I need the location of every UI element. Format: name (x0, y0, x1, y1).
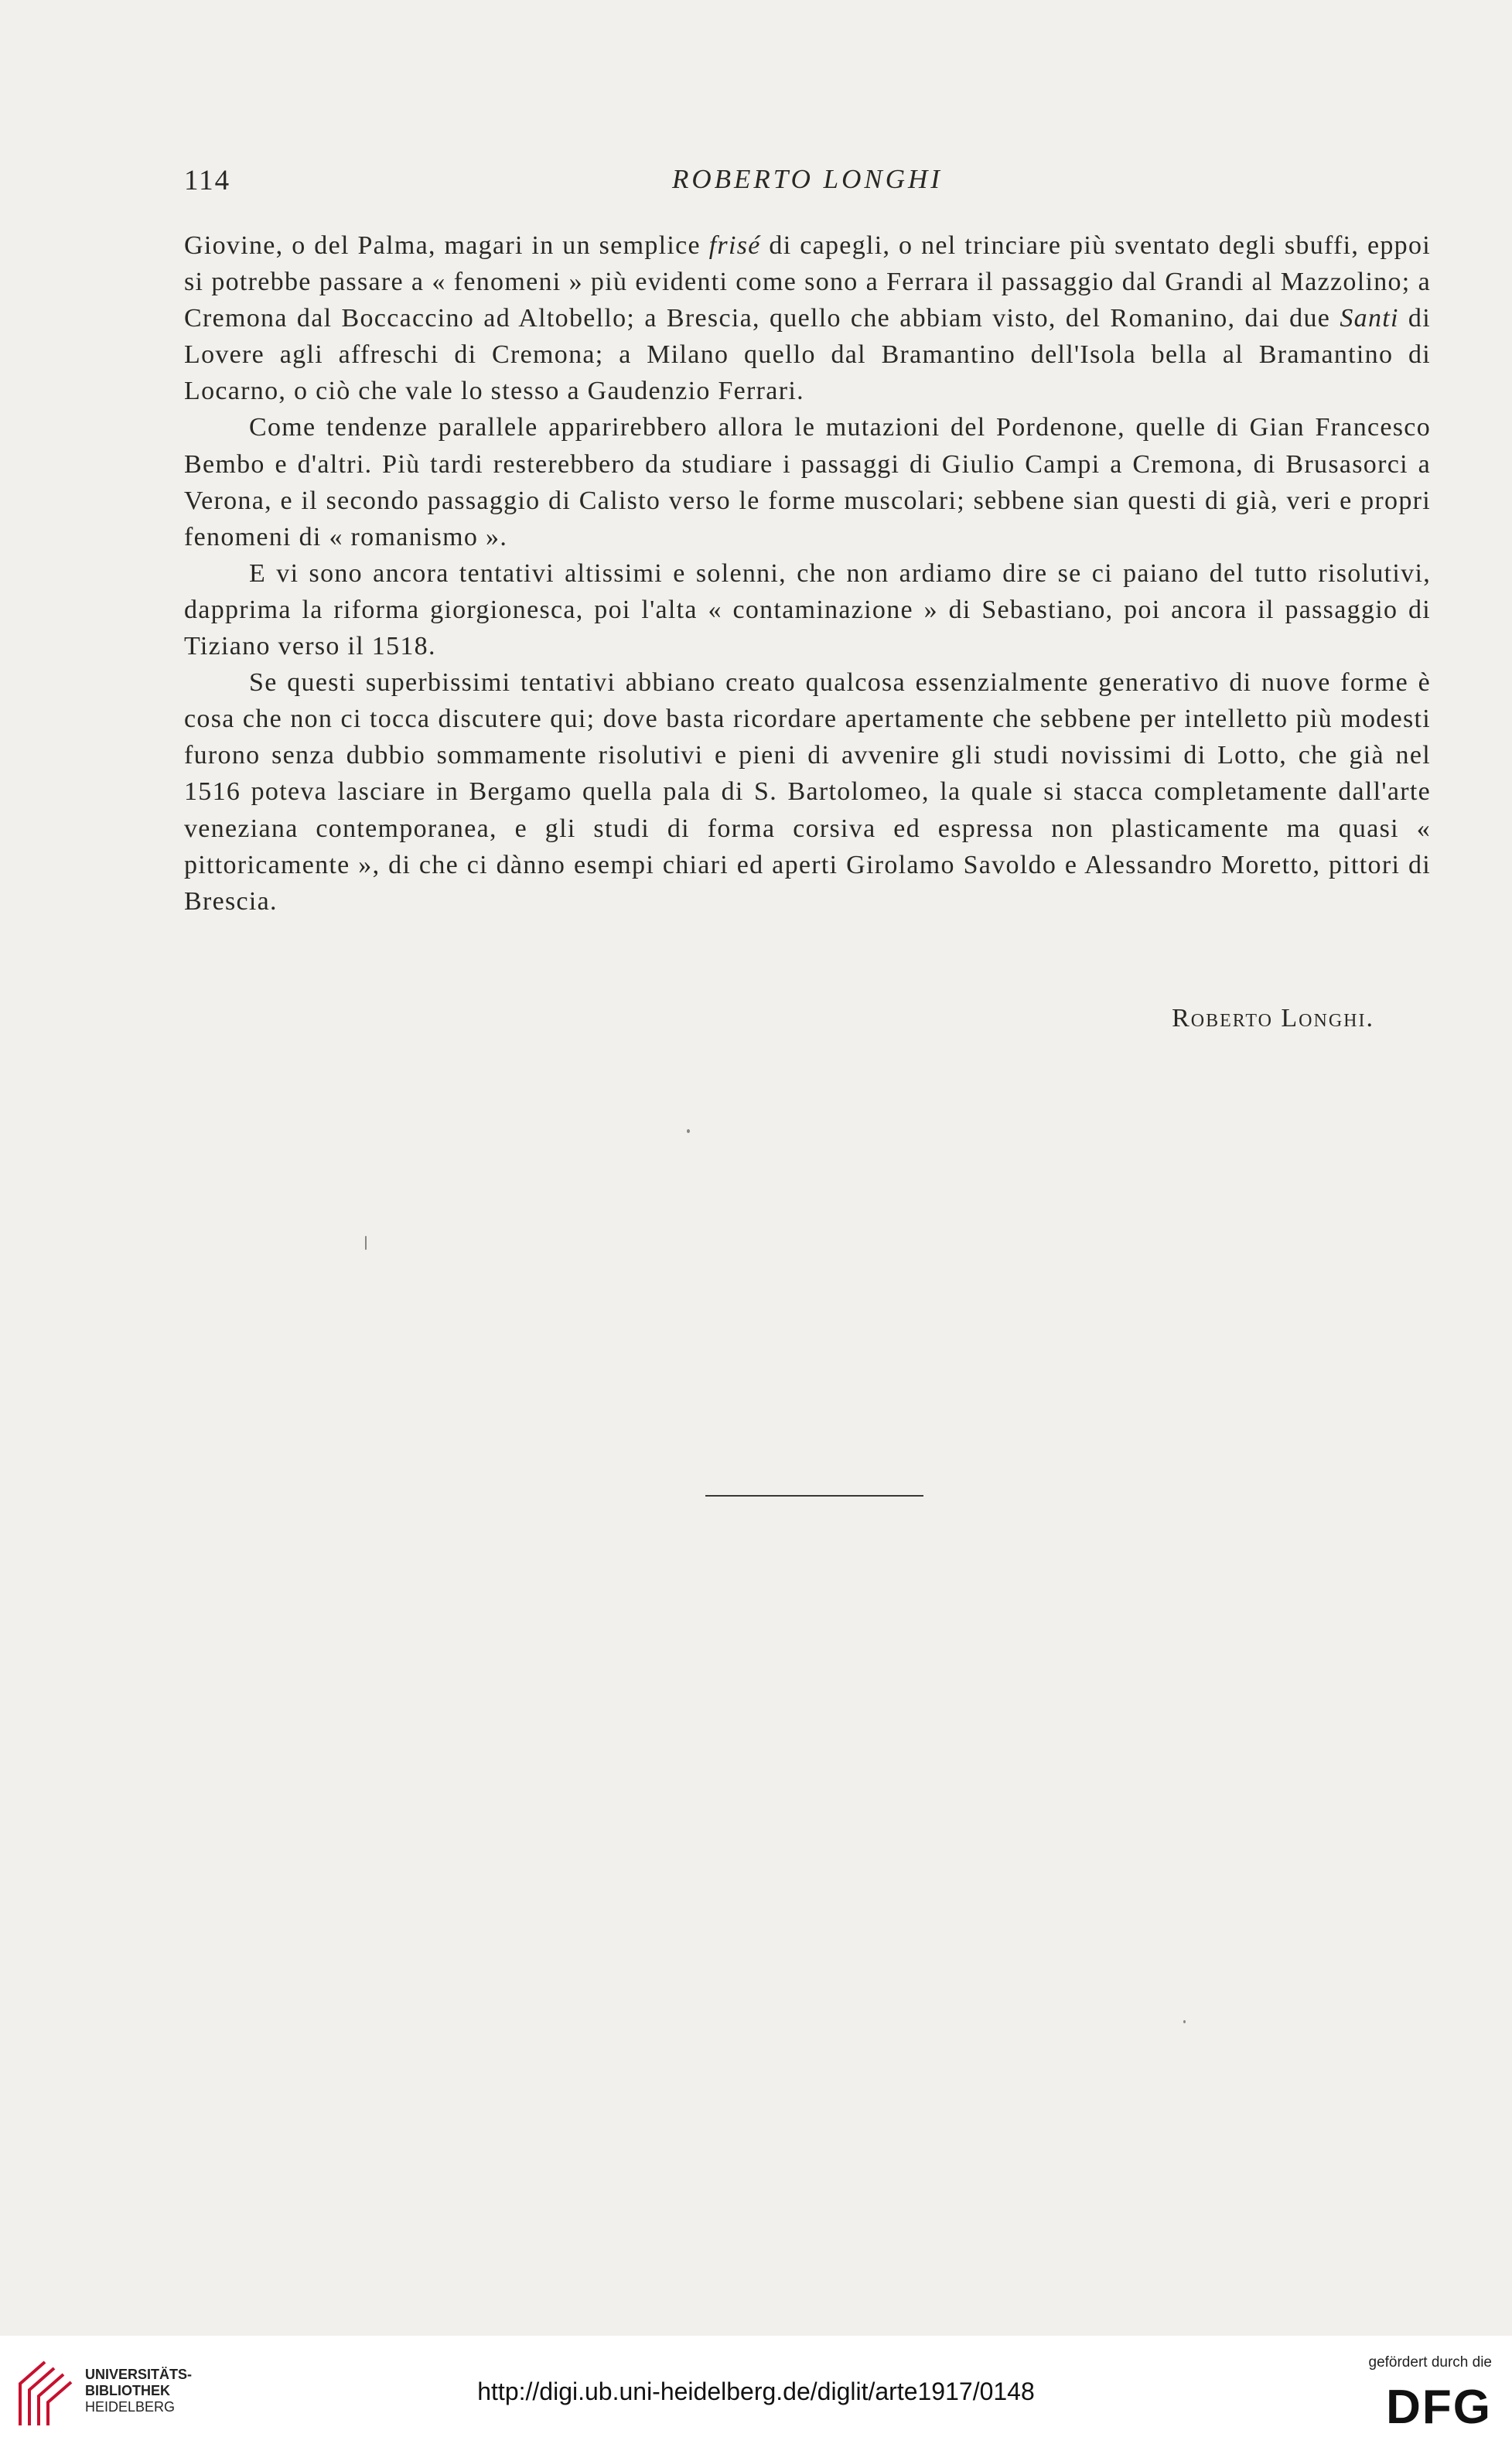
paragraph-3: E vi sono ancora tentativi altissimi e solenni, che non ardiamo dire se ci paiano del tutto risolutivi, dapprima la riforma giorgionesca, poi l'alta « contaminazione » di Sebastiano, poi ancora il passaggio di Tiziano verso il 1518. (184, 558, 1431, 661)
italic-term-santi: Santi (1340, 304, 1399, 333)
running-head (184, 164, 1431, 207)
paper-speck (365, 1236, 367, 1250)
paper-speck (1183, 2020, 1186, 2023)
page-number: 114 (184, 165, 231, 196)
section-end-rule (705, 1495, 923, 1497)
dfg-logo-icon[interactable]: DFG (1386, 2381, 1492, 2434)
paragraph-1 (184, 227, 1431, 409)
author-signature: Roberto Longhi. (1172, 1004, 1374, 1033)
paragraph-4: Se questi superbissimi tentativi abbiano creato qualcosa essenzialmente generativo di nuove forme è cosa che non ci tocca discutere qui; dove basta ricordare apertamente che sebbene per intelletto più modesti furono senza dubbio sommamente risolutivi e pieni di avvenire gli studi novissimi di Lotto, che già nel 1516 poteva lasciare in Bergamo quella pala di S. Bartolomeo, la quale si stacca completamente dall'arte veneziana contemporanea, e gli studi di forma corsiva ed espressa non plasticamente ma quasi « pittoricamente », di che ci dànno esempi chiari ed aperti Girolamo Savoldo e Alessandro Moretto, pittori di Brescia. (184, 668, 1431, 916)
funding-label: gefördert durch die (1368, 2354, 1492, 2371)
paragraph-1-part-b: di capegli, o nel trinciare più sventato degli sbuffi, eppoi si potrebbe passare a « fenomeni » più evidenti come sono a Ferrara il passaggio dal Grandi al Mazzolino; a Cremona dal Boccaccino ad Altobello; a Brescia, quello che abbiam visto, del Romanino, dai due (184, 231, 1431, 333)
digitization-footer (0, 2336, 1512, 2444)
paragraph-1-part-c: di Lovere agli affreschi di Cremona; a Milano quello dal Bramantino dell'Isola bella al Bramantino di Locarno, o ciò che vale lo stesso a Gaudenzio Ferrari. (184, 304, 1431, 406)
library-name-line-3: HEIDELBERG (85, 2399, 176, 2415)
italic-term-frise: frisé (708, 231, 761, 260)
body-text (184, 227, 1431, 920)
paper-speck (687, 1129, 690, 1133)
library-name-line-2: BIBLIOTHEK (85, 2383, 170, 2398)
library-name-line-1: UNIVERSITÄTS- (85, 2367, 193, 2382)
paragraph-1-part-a: Giovine, o del Palma, magari in un semplice (184, 231, 709, 260)
paragraph-2: Come tendenze parallele apparirebbero allora le mutazioni del Pordenone, quelle di Gian Francesco Bembo e d'altri. Più tardi resterebbero da studiare i passaggi di Giulio Campi a Cremona, di Brusasorci a Verona, e il secondo passaggio di Calisto verso le forme muscolari; sebbene sian questi di già, veri e propri fenomeni di « romanismo ». (184, 413, 1431, 551)
running-title: ROBERTO LONGHI (672, 164, 943, 194)
permalink-url[interactable]: http://digi.ub.uni-heidelberg.de/diglit/arte1917/0148 (477, 2377, 1035, 2405)
